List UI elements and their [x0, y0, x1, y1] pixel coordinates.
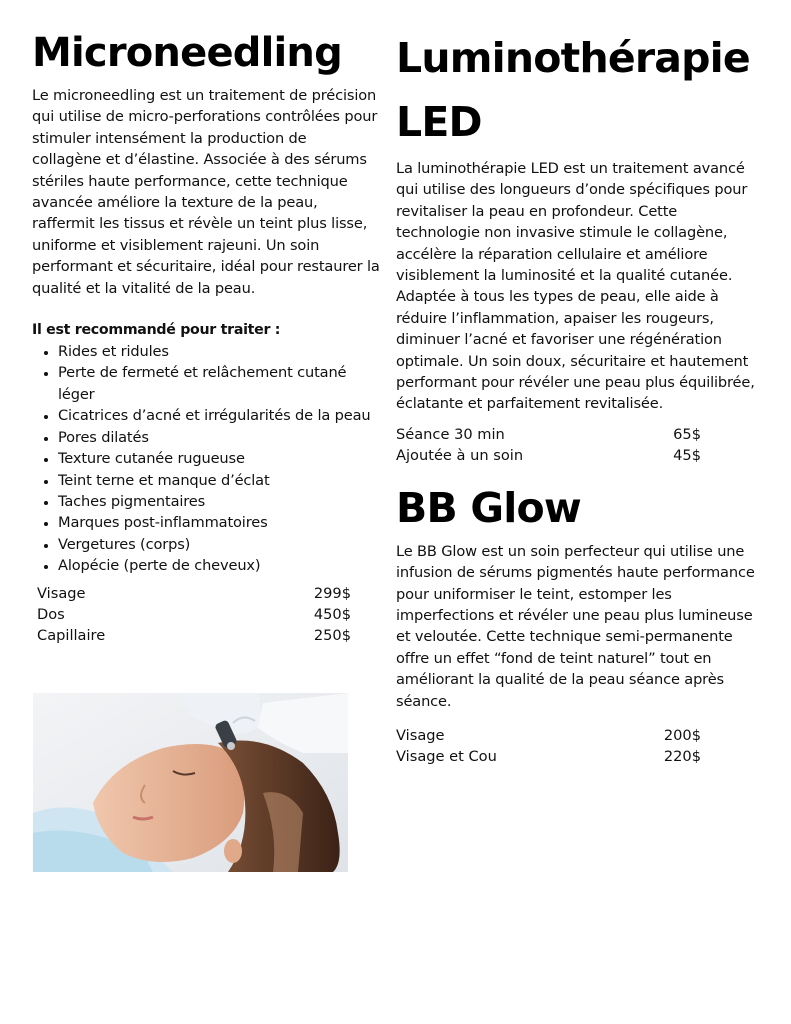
led-title: Luminothérapie LED — [396, 34, 750, 146]
list-item: • Cicatrices d’acné et irrégularités de la peau — [58, 405, 380, 426]
price-row — [37, 625, 351, 646]
list-item: • Teint terne et manque d’éclat — [58, 470, 380, 491]
microneedling-description: Le microneedling est un traitement de précision qui utilise de micro-perforations contrôlées pour stimuler intensément la production de collagène et d’élastine. Associée à des sérums stériles haute performance, cette technique avancée améliore la texture de la peau, raffermit les tissus et révèle un teint plus lisse, uniforme et visiblement rajeuni. Un soin performant et sécuritaire, idéal pour restaurer la qualité et la vitalité de la peau. — [32, 87, 380, 297]
bbglow-title: BB Glow — [396, 483, 581, 532]
price-row — [37, 604, 351, 625]
price-label: Visage — [37, 584, 86, 602]
price-label: Visage et Cou — [396, 748, 497, 766]
list-item: • Alopécie (perte de cheveux) — [58, 555, 380, 576]
list-item: • Vergetures (corps) — [58, 534, 380, 555]
list-item: • Perte de fermeté et relâchement cutané léger — [58, 362, 380, 405]
led-description: La luminothérapie LED est un traitement avancé qui utilise des longueurs d’onde spécifiques pour revitaliser la peau en profondeur. Cette technologie non invasive stimule le collagène, accélère la réparation cellulaire et améliore visiblement la luminosité et la qualité cutanée. Adaptée à tous les types de peau, elle aide à réduire l’inflammation, apaiser les rougeurs, diminuer l’acné et favoriser une régénération optimale. Un soin doux, sécuritaire et hautement performant pour révéler une peau plus équilibrée, éclatante et parfaitement revitalisée. — [396, 160, 755, 413]
price-row — [396, 746, 701, 767]
bbglow-description: Le BB Glow est un soin perfecteur qui utilise une infusion de sérums pigmentés haute performance pour uniformiser le teint, estomper les imperfections et révéler une peau plus lumineuse et veloutée. Cette technique semi-permanente offre un effet “fond de teint naturel” tout en améliorant la qualité de la peau séance après séance. — [396, 542, 755, 710]
list-item: • Taches pigmentaires — [58, 491, 380, 512]
list-item: • Pores dilatés — [58, 427, 380, 448]
price-label: Séance 30 min — [396, 425, 505, 443]
woman-microneedling-image — [33, 693, 348, 872]
treatment-list — [32, 341, 380, 576]
price-row — [396, 725, 701, 746]
price-value: 220$ — [663, 748, 701, 766]
led-section — [396, 26, 756, 768]
microneedling-price-table — [37, 583, 351, 647]
price-row — [396, 424, 701, 445]
price-label: Visage — [396, 726, 445, 744]
price-value: 200$ — [663, 726, 701, 744]
price-row — [396, 445, 701, 466]
list-item: • Rides et ridules — [58, 341, 380, 362]
price-value: 299$ — [313, 584, 351, 602]
microneedling-section — [32, 26, 380, 647]
price-value: 45$ — [673, 447, 701, 465]
microneedling-title: Microneedling — [32, 30, 342, 76]
treatment-photo — [33, 693, 348, 872]
price-label: Capillaire — [37, 627, 106, 645]
price-label: Dos — [37, 605, 65, 623]
price-value: 65$ — [673, 425, 701, 443]
price-label: Ajoutée à un soin — [396, 447, 524, 465]
price-value: 250$ — [313, 627, 351, 645]
recommended-title: Il est recommandé pour traiter : — [32, 322, 281, 339]
price-value: 450$ — [313, 605, 351, 623]
list-item: • Texture cutanée rugueuse — [58, 448, 380, 469]
list-item: • Marques post-inflammatoires — [58, 512, 380, 533]
price-row — [37, 583, 351, 604]
led-price-table — [396, 424, 701, 467]
bbglow-price-table — [396, 725, 701, 768]
